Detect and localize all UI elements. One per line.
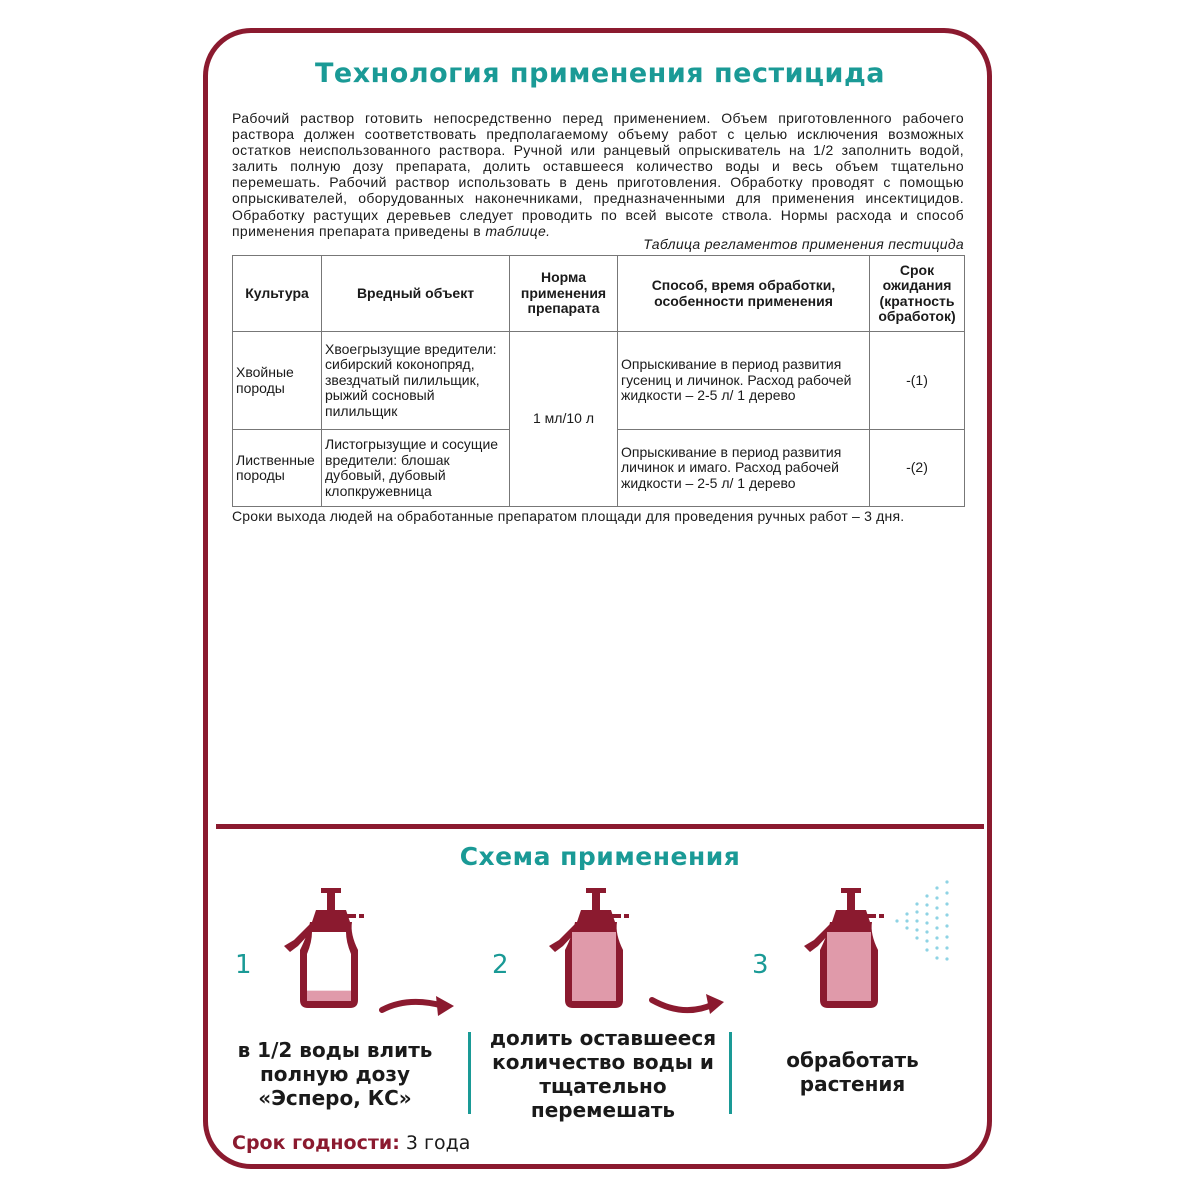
step-number: 1 [235, 950, 252, 980]
section-divider [216, 824, 984, 829]
cell-pest: Листогрызущие и сосущие вредители: блошак дубовый, дубовый клопкружевница [322, 430, 510, 507]
cell-culture: Лиственные породы [233, 430, 322, 507]
header-culture: Культура [233, 256, 322, 332]
cell-method: Опрыскивание в период развития гусениц и личинок. Расход рабочей жидкости – 2-5 л/ 1 дерево [618, 332, 870, 430]
step-separator [729, 1032, 732, 1114]
table-header-row [233, 256, 965, 332]
cell-wait: -(1) [870, 332, 965, 430]
table-footnote: Сроки выхода людей на обработанные препаратом площади для проведения ручных работ – 3 дня. [232, 508, 905, 524]
shelf-life [232, 1132, 470, 1154]
header-pest: Вредный объект [322, 256, 510, 332]
cell-pest: Хвоегрызущие вредители: сибирский коконопряд, звездчатый пилильщик, рыжий сосновый пилильщик [322, 332, 510, 430]
intro-text: Рабочий раствор готовить непосредственно перед применением. Объем приготовленного рабочего раствора должен соответствовать предполагаемому объему работ с целью исключения возможных остатков неиспользованного раствора. Ручной или ранцевый опрыскиватель на 1/2 заполнить водой, залить полную дозу препарата, долить оставшееся количество воды и весь объем тщательно перемешать. Рабочий раствор использовать в день приготовления. Обработку проводят с помощью опрыскивателей, оборудованных наконечниками, предназначенными для применения инсектицидов. Обработку растущих деревьев следует проводить по всей высоте ствола. Нормы расхода и способ применения препарата приведены в [232, 110, 964, 239]
step-3-text: обработать растения [786, 1048, 919, 1096]
table-caption: Таблица регламентов применения пестицида [643, 236, 964, 252]
bottle-liquid-fill [307, 991, 351, 1001]
cell-wait: -(2) [870, 430, 965, 507]
cell-method: Опрыскивание в период развития личинок и имаго. Расход рабочей жидкости – 2-5 л/ 1 дерево [618, 430, 870, 507]
intro-paragraph [232, 110, 964, 239]
bottle-liquid-fill [827, 932, 871, 1001]
header-method: Способ, время обработки, особенности применения [618, 256, 870, 332]
shelf-life-label: Срок годности: [232, 1132, 400, 1154]
spray-mist-icon [893, 876, 953, 966]
header-wait: Срок ожидания (кратность обработок) [870, 256, 965, 332]
step-2-text: долить оставшееся количество воды и тщательно перемешать [489, 1026, 717, 1122]
step-number: 2 [492, 950, 509, 980]
curved-arrow-icon [378, 992, 458, 1022]
page-title: Технология применения пестицида [315, 58, 885, 89]
curved-arrow-icon [648, 990, 728, 1020]
scheme-title: Схема применения [459, 842, 741, 871]
regulation-table [232, 255, 965, 507]
step-1-text: в 1/2 воды влить полную дозу «Эсперо, КС» [237, 1038, 433, 1110]
intro-table-reference: таблице. [485, 222, 551, 239]
cell-rate: 1 мл/10 л [510, 332, 618, 507]
header-rate: Норма применения препарата [510, 256, 618, 332]
cell-culture: Хвойные породы [233, 332, 322, 430]
table-row [233, 332, 965, 430]
bottle-liquid-fill [572, 932, 616, 1001]
shelf-life-value: 3 года [405, 1132, 471, 1154]
sprayer-bottle-icon [280, 880, 375, 1015]
step-number: 3 [752, 950, 769, 980]
sprayer-bottle-icon [545, 880, 640, 1015]
step-separator [468, 1032, 471, 1114]
sprayer-bottle-icon [800, 880, 895, 1015]
